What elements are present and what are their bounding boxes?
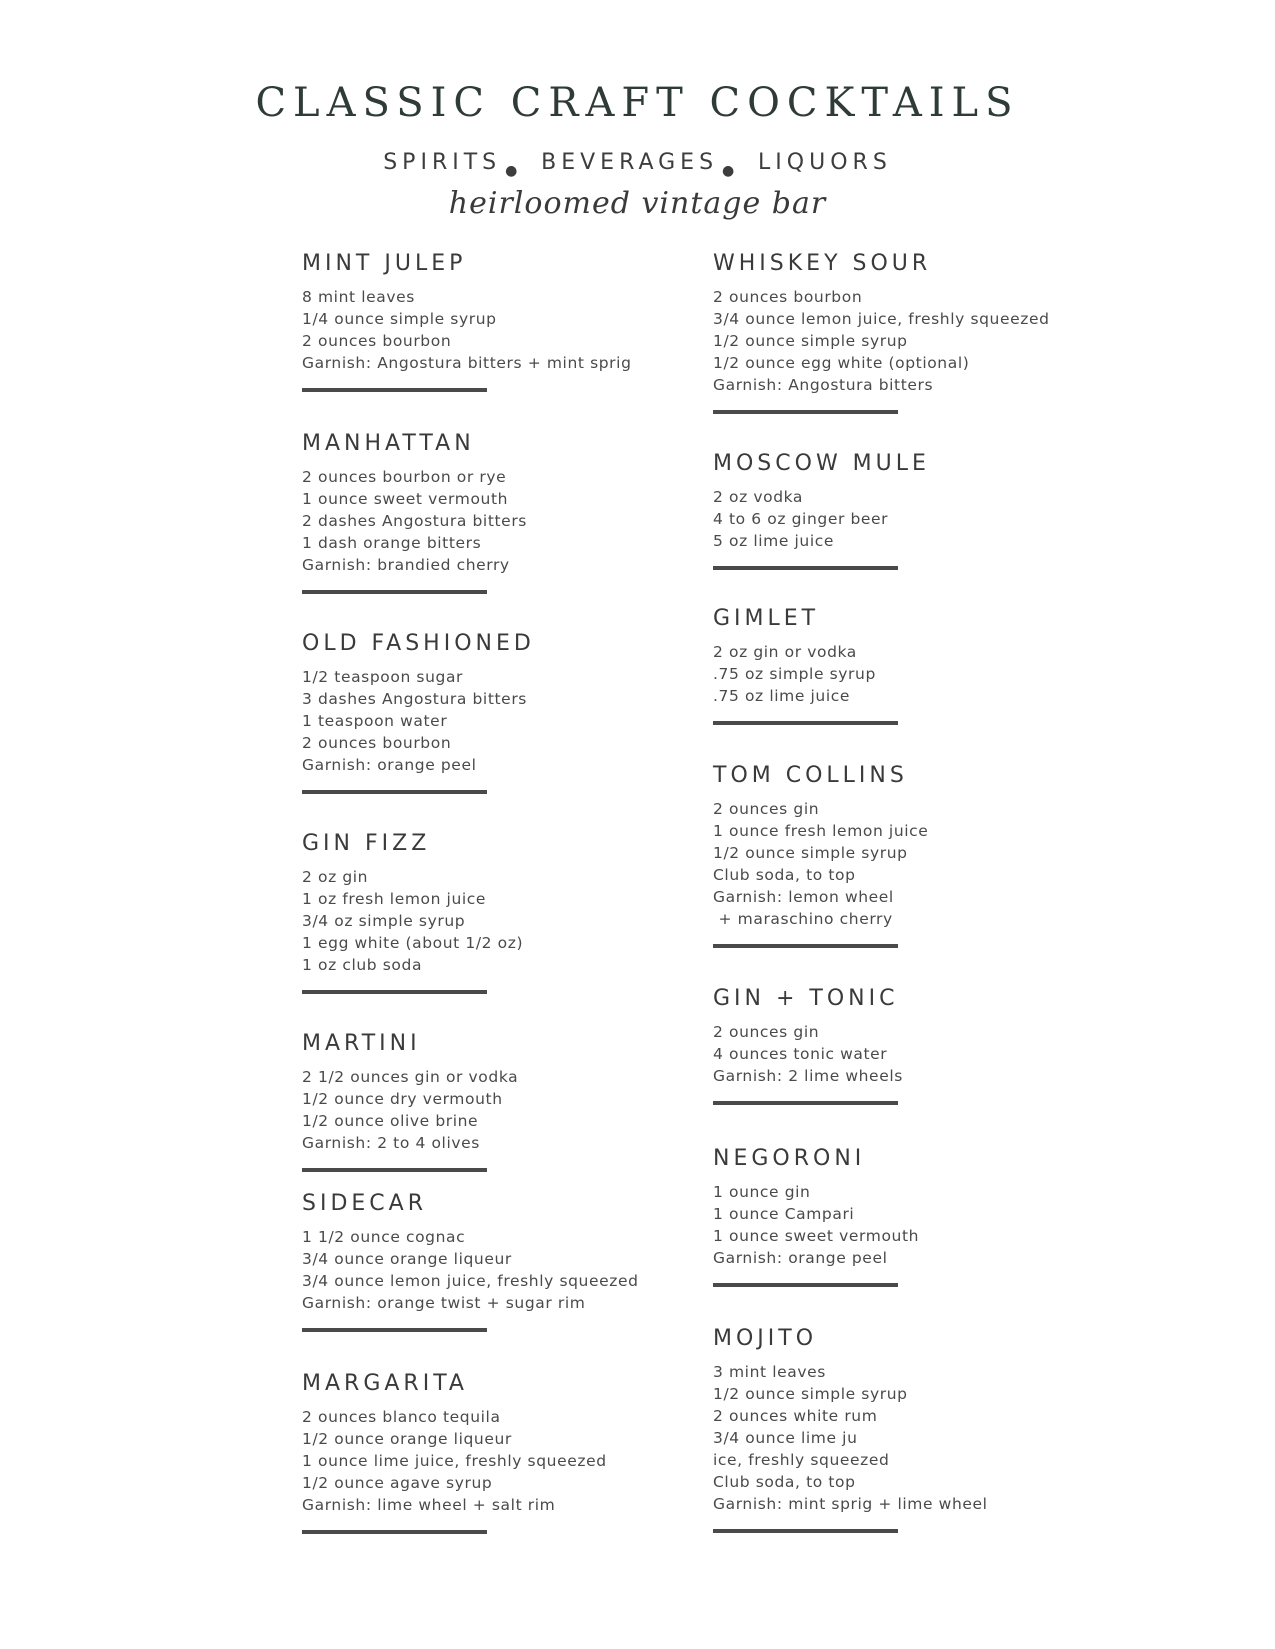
ingredient-item: Garnish: orange peel — [302, 756, 477, 774]
ingredient-item: 1 ounce gin — [713, 1183, 811, 1201]
ingredient-item: .75 oz simple syrup — [713, 665, 876, 683]
recipe-card — [302, 250, 682, 392]
recipe-card — [713, 985, 1093, 1105]
recipe-name: OLD FASHIONED — [302, 631, 535, 656]
ingredient-item: ice, freshly squeezed — [713, 1451, 890, 1469]
ingredient-item: 3/4 ounce orange liqueur — [302, 1250, 512, 1268]
ingredient-item: 3 mint leaves — [713, 1363, 826, 1381]
recipe-card — [302, 430, 682, 594]
ingredient-item: 1/2 teaspoon sugar — [302, 668, 464, 686]
recipe-card — [713, 250, 1093, 414]
ingredient-item: 1 oz club soda — [302, 956, 423, 974]
ingredient-item: 1/2 ounce olive brine — [302, 1112, 479, 1130]
ingredient-item: .75 oz lime juice — [713, 687, 850, 705]
ingredient-list — [302, 1226, 682, 1314]
ingredient-item: Garnish: Angostura bitters — [713, 376, 934, 394]
ingredient-item: 1/2 ounce simple syrup — [713, 1385, 908, 1403]
ingredient-item: 1 1/2 ounce cognac — [302, 1228, 466, 1246]
ingredient-item: Garnish: brandied cherry — [302, 556, 510, 574]
divider-rule — [302, 590, 487, 594]
ingredient-item: + maraschino cherry — [713, 910, 893, 928]
ingredient-item: 3/4 ounce lemon juice, freshly squeezed — [302, 1272, 639, 1290]
ingredient-list — [713, 286, 1093, 396]
divider-rule — [713, 410, 898, 414]
recipe-name: GIN + TONIC — [713, 986, 899, 1011]
ingredient-item: 4 to 6 oz ginger beer — [713, 510, 889, 528]
ingredient-list — [302, 466, 682, 576]
divider-rule — [302, 990, 487, 994]
ingredient-item: Garnish: mint sprig + lime wheel — [713, 1495, 988, 1513]
separator-dot-icon: ● — [722, 163, 740, 179]
divider-rule — [713, 1101, 898, 1105]
ingredient-item: 2 ounces bourbon — [302, 332, 452, 350]
recipe-name: WHISKEY SOUR — [713, 251, 932, 276]
recipe-card — [302, 630, 682, 794]
divider-rule — [713, 1283, 898, 1287]
ingredient-item: 2 ounces blanco tequila — [302, 1408, 501, 1426]
ingredient-list — [713, 1021, 1093, 1087]
ingredient-item: 1 dash orange bitters — [302, 534, 482, 552]
ingredient-list — [302, 286, 682, 374]
divider-rule — [302, 1328, 487, 1332]
ingredient-item: 1/4 ounce simple syrup — [302, 310, 497, 328]
ingredient-item: 1 ounce fresh lemon juice — [713, 822, 929, 840]
category-beverages: BEVERAGES — [541, 150, 719, 175]
ingredient-item: 1 teaspoon water — [302, 712, 448, 730]
ingredient-list — [713, 1361, 1093, 1515]
ingredient-item: 3/4 ounce lemon juice, freshly squeezed — [713, 310, 1050, 328]
ingredient-list — [302, 666, 682, 776]
divider-rule — [713, 1529, 898, 1533]
ingredient-item: 1/2 ounce agave syrup — [302, 1474, 493, 1492]
ingredient-list — [713, 486, 1093, 552]
ingredient-list — [302, 866, 682, 976]
ingredient-item: 3/4 ounce lime ju — [713, 1429, 858, 1447]
ingredient-item: 1/2 ounce orange liqueur — [302, 1430, 512, 1448]
ingredient-item: Garnish: Angostura bitters + mint sprig — [302, 354, 632, 372]
ingredient-item: 1 ounce Campari — [713, 1205, 855, 1223]
divider-rule — [713, 944, 898, 948]
recipe-card — [302, 830, 682, 994]
divider-rule — [713, 566, 898, 570]
ingredient-list — [713, 1181, 1093, 1269]
recipe-name: GIN FIZZ — [302, 831, 431, 856]
category-liquors: LIQUORS — [758, 150, 892, 175]
recipe-card — [713, 1145, 1093, 1287]
recipe-name: MOJITO — [713, 1326, 818, 1351]
recipe-card — [713, 1325, 1093, 1533]
ingredient-item: Garnish: 2 lime wheels — [713, 1067, 903, 1085]
ingredient-list — [713, 798, 1093, 930]
ingredient-item: 8 mint leaves — [302, 288, 415, 306]
recipe-name: SIDECAR — [302, 1191, 427, 1216]
ingredient-list — [302, 1406, 682, 1516]
ingredient-item: 2 ounces bourbon — [302, 734, 452, 752]
ingredient-item: 1 ounce sweet vermouth — [713, 1227, 920, 1245]
ingredient-item: 5 oz lime juice — [713, 532, 835, 550]
ingredient-item: Garnish: 2 to 4 olives — [302, 1134, 480, 1152]
ingredient-item: 1/2 ounce dry vermouth — [302, 1090, 503, 1108]
divider-rule — [302, 790, 487, 794]
recipe-name: MANHATTAN — [302, 431, 475, 456]
ingredient-item: 1/2 ounce simple syrup — [713, 332, 908, 350]
ingredient-item: 1 oz fresh lemon juice — [302, 890, 487, 908]
signature-script: heirloomed vintage bar — [448, 186, 827, 221]
ingredient-item: 2 oz vodka — [713, 488, 804, 506]
ingredient-item: 2 ounces gin — [713, 1023, 820, 1041]
recipe-name: MARTINI — [302, 1031, 421, 1056]
ingredient-item: Garnish: lime wheel + salt rim — [302, 1496, 556, 1514]
ingredient-item: Club soda, to top — [713, 866, 856, 884]
recipe-card — [302, 1030, 682, 1172]
ingredient-item: Garnish: lemon wheel — [713, 888, 894, 906]
recipe-card — [713, 450, 1093, 570]
recipe-name: MOSCOW MULE — [713, 451, 930, 476]
ingredient-list — [713, 641, 1093, 707]
ingredient-item: 2 oz gin or vodka — [713, 643, 857, 661]
ingredient-item: 2 ounces bourbon — [713, 288, 863, 306]
ingredient-list — [302, 1066, 682, 1154]
recipe-card — [302, 1370, 682, 1534]
ingredient-item: 3 dashes Angostura bitters — [302, 690, 527, 708]
ingredient-item: 2 ounces bourbon or rye — [302, 468, 507, 486]
ingredient-item: Club soda, to top — [713, 1473, 856, 1491]
ingredient-item: 2 oz gin — [302, 868, 369, 886]
ingredient-item: 1/2 ounce simple syrup — [713, 844, 908, 862]
ingredient-item: 3/4 oz simple syrup — [302, 912, 466, 930]
recipe-card — [302, 1190, 682, 1332]
ingredient-item: 2 1/2 ounces gin or vodka — [302, 1068, 519, 1086]
ingredient-item: Garnish: orange twist + sugar rim — [302, 1294, 586, 1312]
ingredient-item: 2 ounces gin — [713, 800, 820, 818]
ingredient-item: 1 ounce sweet vermouth — [302, 490, 509, 508]
ingredient-item: Garnish: orange peel — [713, 1249, 888, 1267]
recipe-card — [713, 762, 1093, 948]
divider-rule — [713, 721, 898, 725]
category-spirits: SPIRITS — [383, 150, 502, 175]
divider-rule — [302, 388, 487, 392]
ingredient-item: 2 dashes Angostura bitters — [302, 512, 527, 530]
recipe-card — [713, 605, 1093, 725]
ingredient-item: 4 ounces tonic water — [713, 1045, 888, 1063]
divider-rule — [302, 1530, 487, 1534]
separator-dot-icon: ● — [505, 163, 523, 179]
recipe-name: MARGARITA — [302, 1371, 468, 1396]
ingredient-item: 1 egg white (about 1/2 oz) — [302, 934, 524, 952]
divider-rule — [302, 1168, 487, 1172]
ingredient-item: 2 ounces white rum — [713, 1407, 878, 1425]
recipe-name: GIMLET — [713, 606, 820, 631]
ingredient-item: 1/2 ounce egg white (optional) — [713, 354, 970, 372]
ingredient-item: 1 ounce lime juice, freshly squeezed — [302, 1452, 607, 1470]
page-title: CLASSIC CRAFT COCKTAILS — [255, 80, 1020, 126]
recipe-name: TOM COLLINS — [713, 763, 908, 788]
recipe-name: NEGORONI — [713, 1146, 866, 1171]
category-line — [0, 150, 1275, 179]
recipe-name: MINT JULEP — [302, 251, 467, 276]
